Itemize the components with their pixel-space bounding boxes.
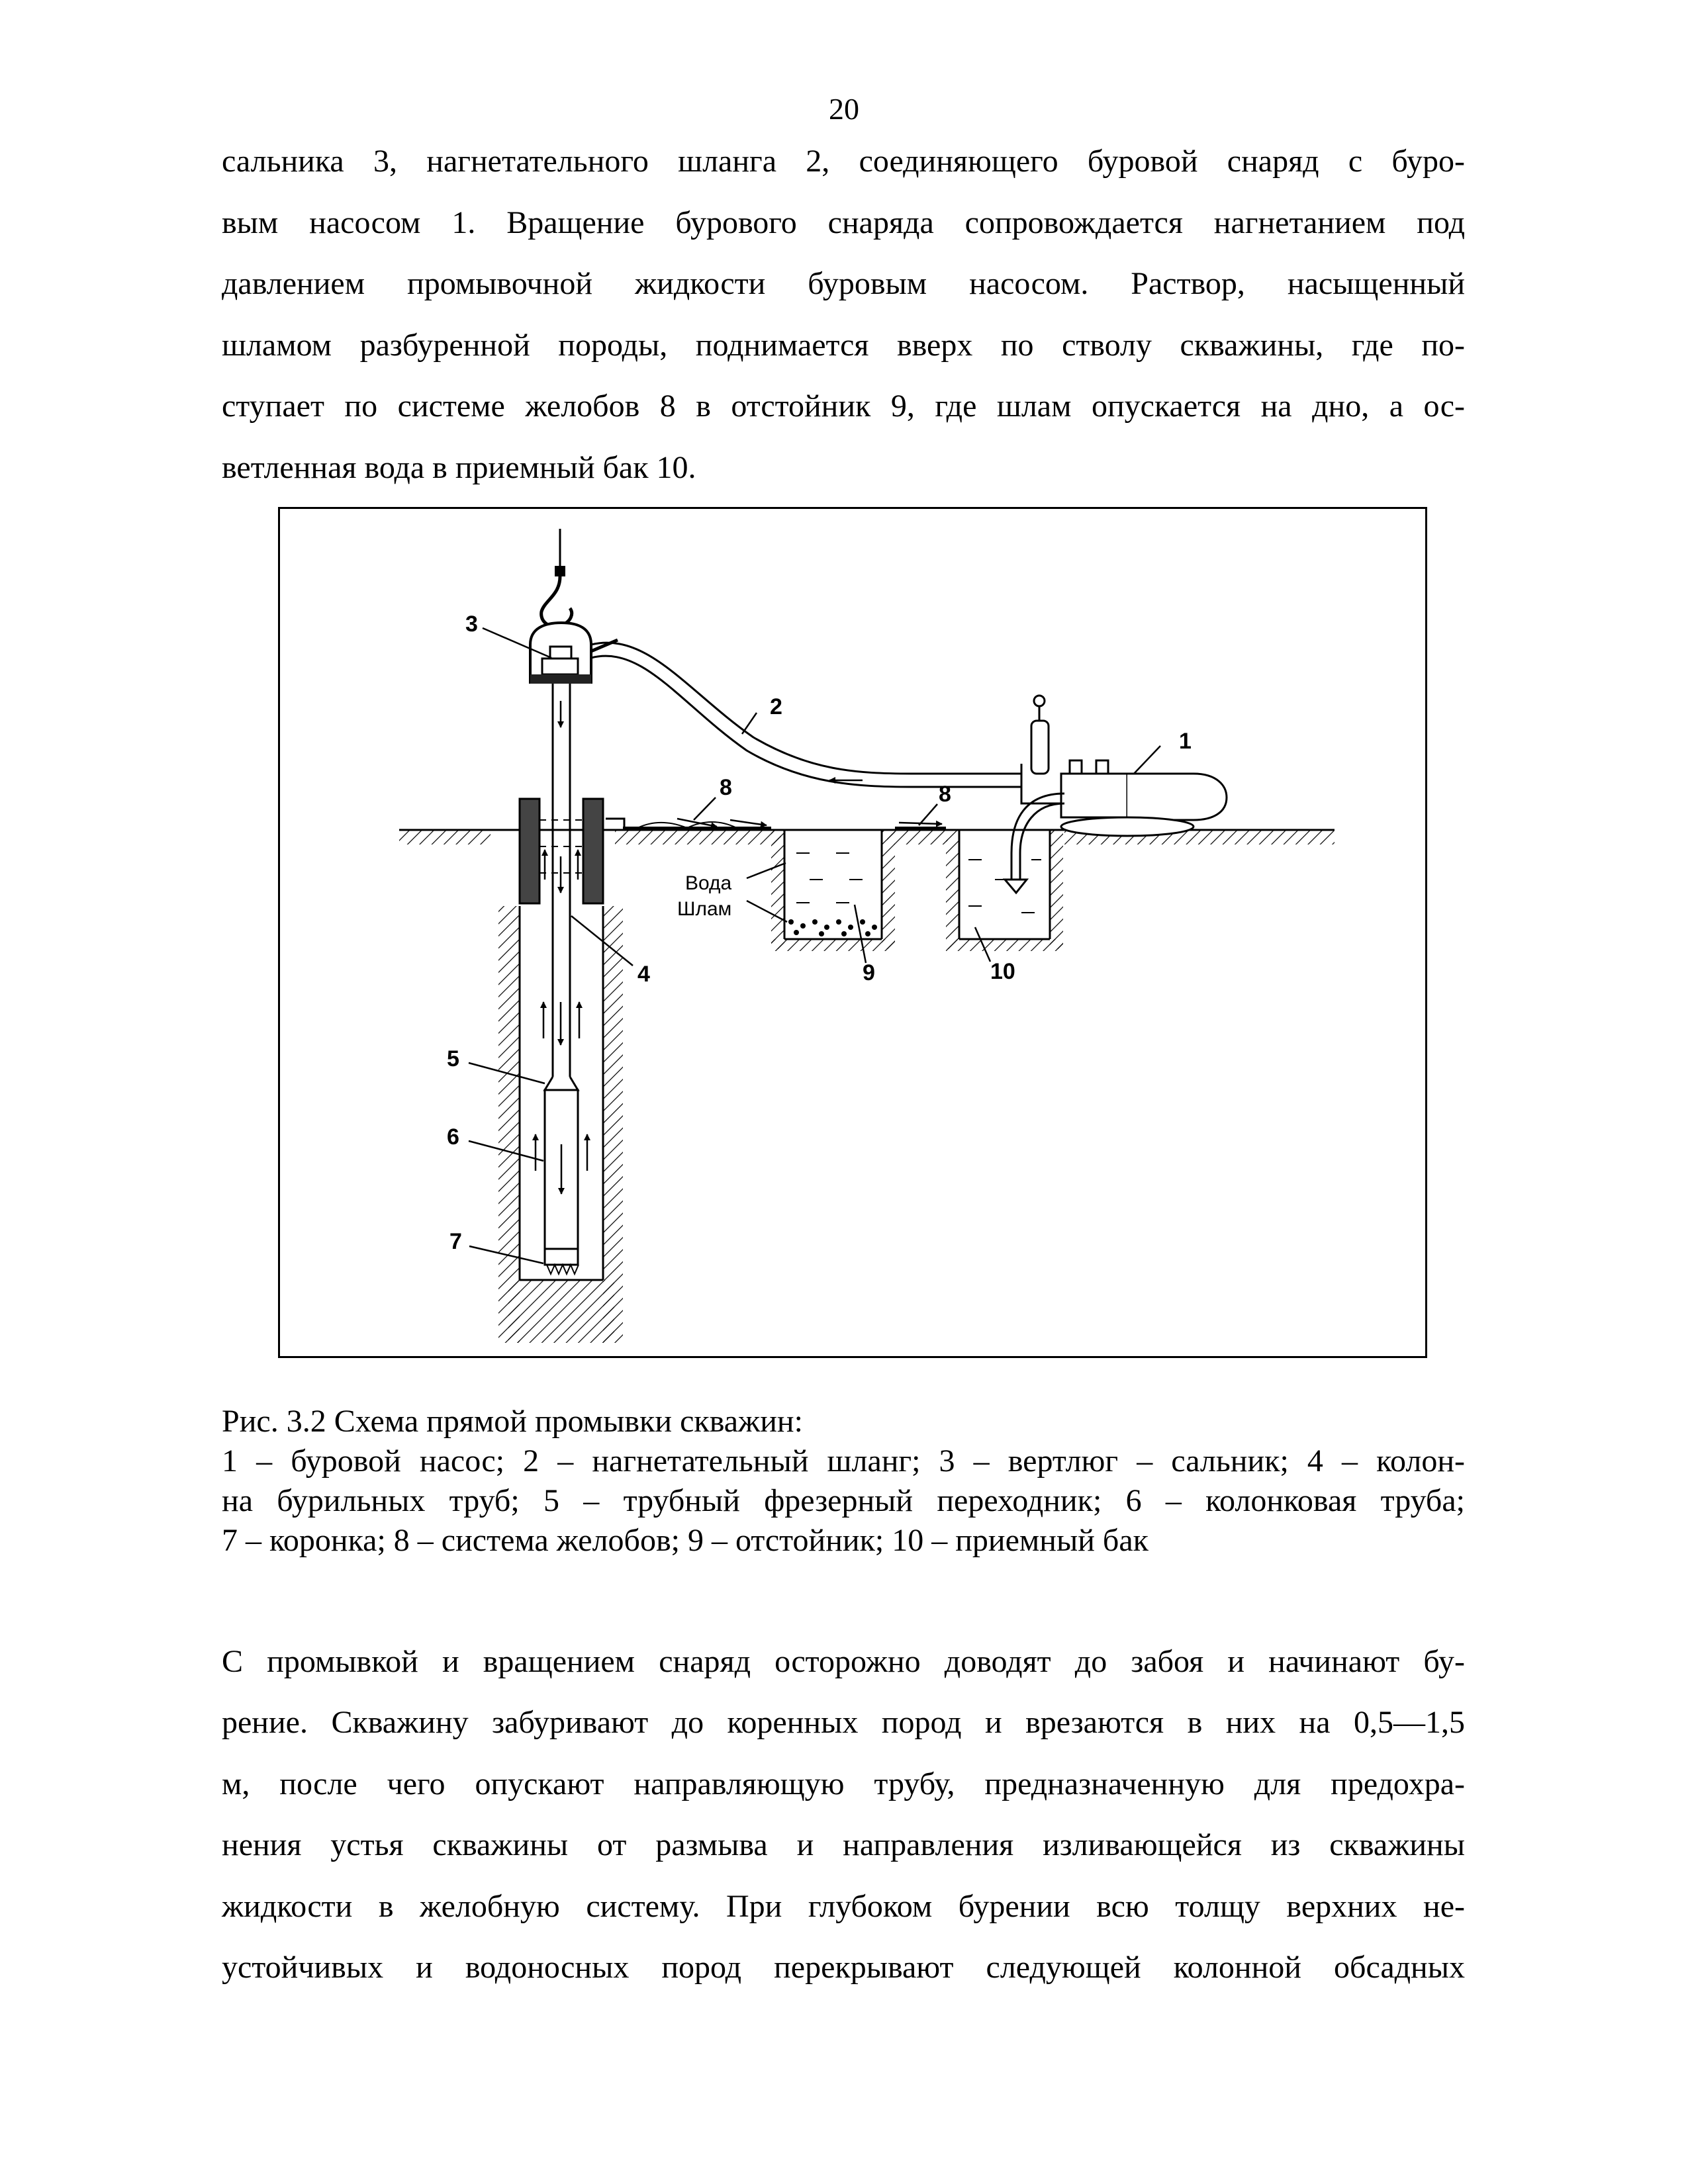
drill-pipe-column [543,684,579,1077]
label-shlam: Шлам [677,898,732,920]
paragraph-line: м, после чего опускают направляющую трубу, предназначенную для предохра- [222,1766,1465,1801]
label-3: 3 [465,612,478,637]
mud-pump [1021,696,1227,836]
paragraph-line: С промывкой и вращением снаряд осторожно доводят до забоя и начинают бу- [222,1644,1465,1679]
receiving-tank [959,830,1050,939]
page-number: 20 [829,92,859,126]
paragraph-line: давлением промывочной жидкости буровым насосом. Раствор, насыщенный [222,266,1465,301]
figure-caption [222,1402,1465,1561]
label-5: 5 [447,1046,459,1071]
settling-sump [784,830,882,939]
label-7: 7 [449,1229,462,1254]
paragraph-line: сальника 3, нагнетательного шланга 2, соединяющего буровой снаряд с буро- [222,144,1465,179]
label-4: 4 [637,962,650,987]
label-6: 6 [447,1124,459,1150]
paragraph-line: нения устья скважины от размыва и направления изливающейся из скважины [222,1827,1465,1863]
caption-line: 7 – коронка; 8 – система желобов; 9 – отстойник; 10 – приемный бак [222,1523,1149,1558]
paragraph-line: ветленная вода в приемный бак 10. [222,449,696,485]
gutter-system [606,819,946,828]
paragraph-line: шламом разбуренной породы, поднимается вверх по стволу скважины, где по- [222,327,1465,363]
core-barrel [536,1077,587,1274]
label-8-left: 8 [720,775,732,800]
paragraph-line: устойчивых и водоносных пород перекрывают следующей колонной обсадных [222,1950,1465,1985]
caption-title: Рис. 3.2 Схема прямой промывки скважин: [222,1404,803,1439]
caption-line: 1 – буровой насос; 2 – нагнетательный шланг; 3 – вертлюг – сальник; 4 – колон- [222,1443,1465,1479]
paragraph-bottom [222,1631,1465,1998]
swivel-assembly [530,529,618,684]
paragraph-line: рение. Скважину забуривают до коренных пород и врезаются в них на 0,5—1,5 [222,1705,1465,1741]
paragraph-line: жидкости в желобную систему. При глубоком бурении всю толщу верхних не- [222,1888,1465,1924]
label-voda: Вода [685,872,732,894]
discharge-hose [591,643,1021,787]
paragraph-line: вым насосом 1. Вращение бурового снаряда сопровождается нагнетанием под [222,205,1465,240]
label-1: 1 [1179,729,1192,754]
caption-line: на бурильных труб; 5 – трубный фрезерный переходник; 6 – колонковая труба; [222,1483,1465,1518]
paragraph-top [222,131,1465,498]
label-2: 2 [770,694,782,719]
label-10: 10 [990,959,1015,984]
label-9: 9 [863,960,875,985]
well-flushing-diagram [278,507,1427,1358]
diagram-drawing [280,509,1425,1356]
paragraph-line: ступает по системе желобов 8 в отстойник 9, где шлам опускается на дно, а ос- [222,388,1465,424]
label-8-right: 8 [939,782,951,807]
